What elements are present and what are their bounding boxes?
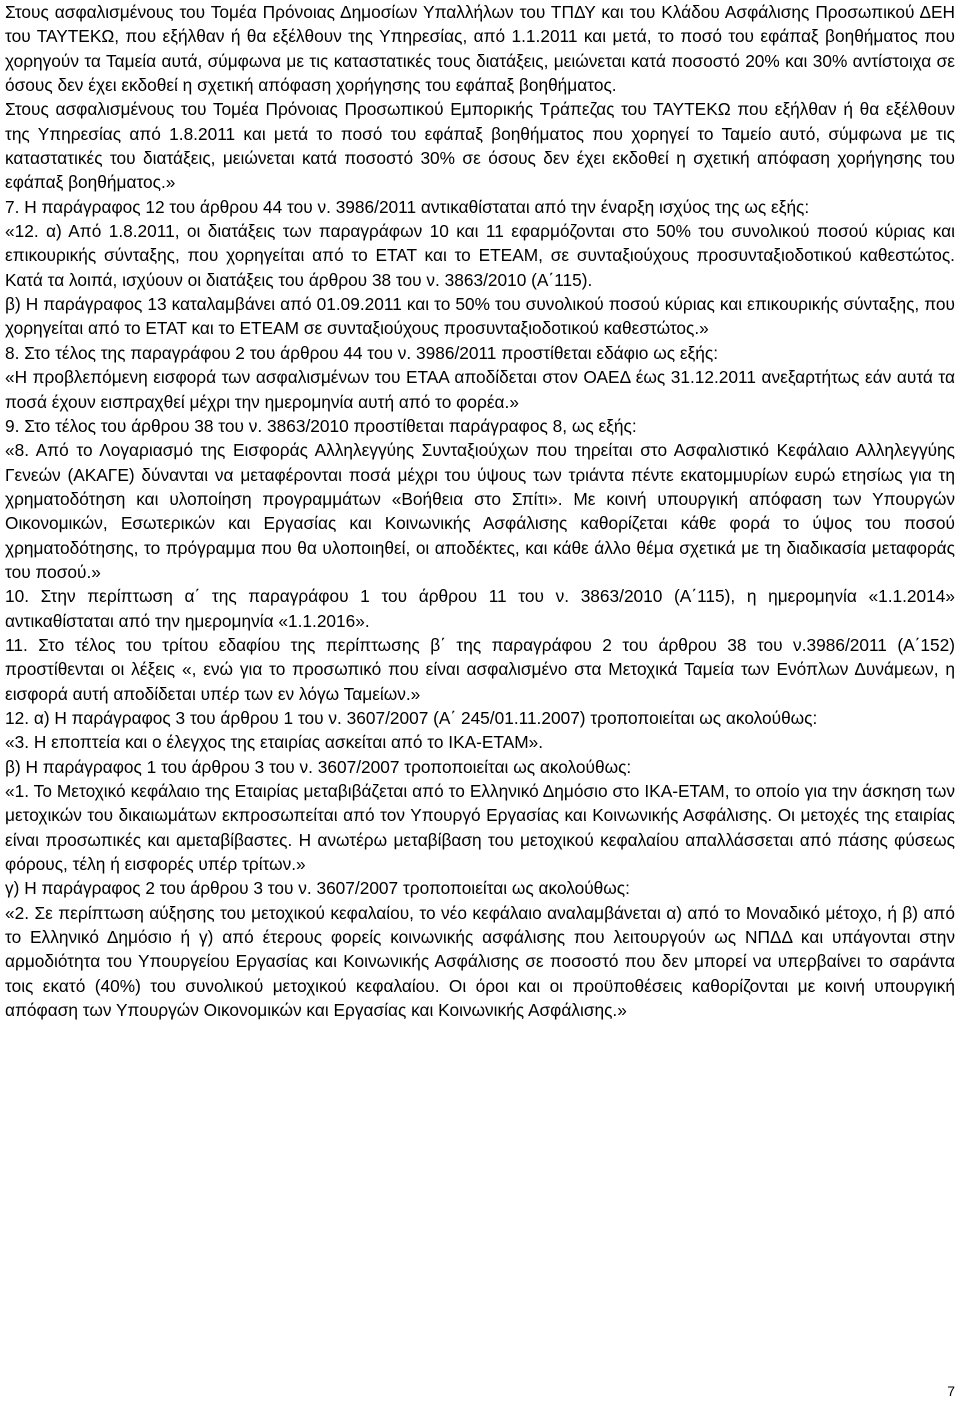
paragraph-11: 11. Στο τέλος του τρίτου εδαφίου της περίπτωσης β΄ της παραγράφου 2 του άρθρου 38 του ν.3986/2011 (Α΄152) προστίθενται οι λέξεις «, ενώ για το προσωπικό που είναι ασφαλισμένο στα Μετοχικά Ταμεία των Ενόπλων Δυνάμεων, η εισφορά αυτή αποδίδεται υπέρ των εν λόγω Ταμείων.» <box>5 634 955 704</box>
paragraph-9: «8. Από το Λογαριασμό της Εισφοράς Αλληλεγγύης Συνταξιούχων που τηρείται στο Ασφαλιστικό Κεφάλαιο Αλληλεγγύης Γενεών (ΑΚΑΓΕ) δύνανται να μεταφέρονται ποσά μέχρι του ύψους των τριάντα πέντε εκατομμυρίων ευρώ ετησίως για τη χρηματοδότηση και υλοποίηση προγραμμάτων «Βοήθεια στο Σπίτι». Με κοινή υπουργική απόφαση των Υπουργών Οικονομικών, Εσωτερικών και Εργασίας και Κοινωνικής Ασφάλισης καθορίζεται κάθε φορά το ύψος του ποσού χρηματοδότησης, το πρόγραμμα που θα υλοποιηθεί, οι αποδέκτες, και κάθε άλλο θέμα σχετικά με τη διαδικασία μεταφοράς του ποσού.» <box>5 440 955 582</box>
paragraph-16: γ) Η παράγραφος 2 του άρθρου 3 του ν. 3607/2007 τροποποιείται ως ακολούθως: <box>5 878 630 899</box>
paragraph-2: Στους ασφαλισμένους του Τομέα Πρόνοιας Προσωπικού Εμπορικής Τράπεζας του ΤΑΥΤΕΚΩ που εξήλθαν ή θα εξέλθουν της Υπηρεσίας από 1.8.2011 και μετά το ποσό του εφάπαξ βοηθήματος που χορηγεί το Ταμείο αυτό, σύμφωνα με τις καταστατικές του διατάξεις, μειώνεται κατά ποσοστό 30% σε όσους δεν έχει εκδοθεί η σχετική απόφαση χορήγησης του εφάπαξ βοηθήματος.» <box>5 99 955 193</box>
paragraph-1: Στους ασφαλισμένους του Τομέα Πρόνοιας Δημοσίων Υπαλλήλων του ΤΠΔΥ και του Κλάδου Ασφάλισης Προσωπικού ΔΕΗ του ΤΑΥΤΕΚΩ, που εξήλθαν ή θα εξέλθουν της Υπηρεσίας, από 1.1.2011 και μετά, το ποσό του εφάπαξ βοηθήματος που χορηγούν τα Ταμεία αυτά, σύμφωνα με τις καταστατικές τους διατάξεις, μειώνεται κατά ποσοστό 20% και 30% αντίστοιχα σε όσους δεν έχει εκδοθεί η σχετική απόφαση χορήγησης του εφάπαξ βοηθήματος. <box>5 2 955 96</box>
paragraph-6: 8. Στο τέλος της παραγράφου 2 του άρθρου 44 του ν. 3986/2011 προστίθεται εδάφιο ως εξής: <box>5 342 719 363</box>
paragraph-15: «1. Το Μετοχικό κεφάλαιο της Εταιρίας μεταβιβάζεται από το Ελληνικό Δημόσιο στο ΙΚΑ-ΕΤΑΜ, το οποίο για την άσκηση των μετοχικών του δικαιωμάτων εκπροσωπείται από τον Υπουργό Εργασίας και Κοινωνικής Ασφάλισης. Οι μετοχές της εταιρίας είναι προσωπικές και αμεταβίβαστες. Η ανωτέρω μεταβίβαση του μετοχικού κεφαλαίου απαλλάσσεται από πάσης φύσεως φόρους, τέλη ή εισφορές υπέρ τρίτων.» <box>5 781 955 875</box>
paragraph-10: 10. Στην περίπτωση α΄ της παραγράφου 1 του άρθρου 11 του ν. 3863/2010 (Α΄115), η ημερομηνία «1.1.2014» αντικαθίσταται από την ημερομηνία «1.1.2016». <box>5 586 955 631</box>
paragraph-5: β) Η παράγραφος 13 καταλαμβάνει από 01.09.2011 και το 50% του συνολικού ποσού κύριας και επικουρικής σύνταξης, που χορηγείται από το ΕΤΑΤ και το ΕΤΕΑΜ σε συνταξιούχους προσυνταξιοδοτικού καθεστώτος.» <box>5 294 955 339</box>
paragraph-17: «2. Σε περίπτωση αύξησης του μετοχικού κεφαλαίου, το νέο κεφάλαιο αναλαμβάνεται α) από το Μοναδικό μέτοχο, ή β) από το Ελληνικό Δημόσιο ή γ) από έτερους φορείς κοινωνικής ασφάλισης που λειτουργούν ως ΝΠΔΔ και υπάγονται στην αρμοδιότητα του Υπουργείου Εργασίας και Κοινωνικής Ασφάλισης σε ποσοστό που δεν μπορεί να υπερβαίνει το σαράντα τοις εκατό (40%) του συνολικού μετοχικού κεφαλαίου. Οι όροι και οι προϋποθέσεις καθορίζονται με κοινή υπουργική απόφαση των Υπουργών Οικονομικών και Εργασίας και Κοινωνικής Ασφάλισης.» <box>5 902 955 1021</box>
paragraph-3: 7. Η παράγραφος 12 του άρθρου 44 του ν. 3986/2011 αντικαθίσταται από την έναρξη ισχύος της ως εξής: <box>5 196 810 217</box>
paragraph-13: «3. Η εποπτεία και ο έλεγχος της εταιρίας ασκείται από το ΙΚΑ-ΕΤΑΜ». <box>5 732 544 753</box>
paragraph-8: 9. Στο τέλος του άρθρου 38 του ν. 3863/2010 προστίθεται παράγραφος 8, ως εξής: <box>5 415 637 436</box>
paragraph-14: β) Η παράγραφος 1 του άρθρου 3 του ν. 3607/2007 τροποποιείται ως ακολούθως: <box>5 756 632 777</box>
document-body <box>5 0 955 1022</box>
paragraph-7: «Η προβλεπόμενη εισφορά των ασφαλισμένων του ΕΤΑΑ αποδίδεται στον ΟΑΕΔ έως 31.12.2011 ανεξαρτήτως εάν αυτά τα ποσά έχουν εισπραχθεί μέχρι την ημερομηνία αυτή από το φορέα.» <box>5 367 955 412</box>
page-number: 7 <box>947 1383 955 1399</box>
paragraph-12: 12. α) Η παράγραφος 3 του άρθρου 1 του ν. 3607/2007 (Α΄ 245/01.11.2007) τροποποιείται ως ακολούθως: <box>5 707 818 728</box>
paragraph-4: «12. α) Από 1.8.2011, οι διατάξεις των παραγράφων 10 και 11 εφαρμόζονται στο 50% του συνολικού ποσού κύριας και επικουρικής σύνταξης, που χορηγείται από το ΕΤΑΤ και το ΕΤΕΑΜ, σε συνταξιούχους προσυνταξιοδοτικού καθεστώτος. Κατά τα λοιπά, ισχύουν οι διατάξεις του άρθρου 38 του ν. 3863/2010 (Α΄115). <box>5 221 955 290</box>
